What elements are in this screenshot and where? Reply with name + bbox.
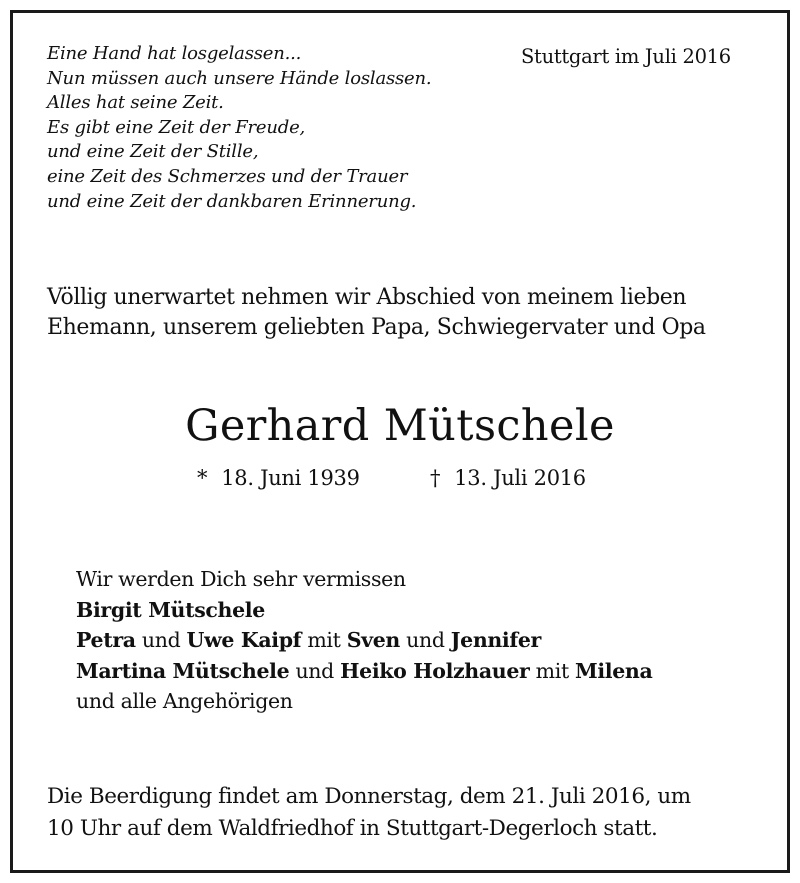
funeral-line: 10 Uhr auf dem Waldfriedhof in Stuttgart-Degerloch statt.: [47, 816, 658, 841]
intro-line: Völlig unerwartet nehmen wir Abschied von meinem lieben: [47, 285, 687, 310]
family-member: Martina Mütschele: [76, 658, 290, 683]
death-date-text: 13. Juli 2016: [454, 466, 586, 490]
family-signatures: [76, 564, 652, 717]
family-line: [76, 625, 652, 656]
family-member: Sven: [346, 628, 400, 652]
family-member: Petra: [76, 628, 136, 652]
family-member: Uwe Kaipf: [186, 628, 302, 652]
connector: und: [406, 628, 445, 652]
poem-line: Eine Hand hat losgelassen...: [47, 43, 302, 64]
funeral-info: [47, 781, 691, 845]
relatives-line: und alle Angehörigen: [76, 689, 293, 713]
deceased-name: Gerhard Mütschele: [185, 401, 615, 451]
connector: und: [295, 658, 334, 683]
funeral-line: Die Beerdigung findet am Donnerstag, dem 21. Juli 2016, um: [47, 784, 691, 809]
poem-line: Nun müssen auch unsere Hände loslassen.: [47, 67, 432, 89]
intro-line: Ehemann, unserem geliebten Papa, Schwiegervater und Opa: [47, 315, 706, 340]
family-member: Milena: [575, 658, 653, 683]
family-member: Jennifer: [450, 628, 541, 652]
connector: mit: [535, 658, 569, 683]
poem-line: und eine Zeit der dankbaren Erinnerung.: [47, 190, 417, 212]
poem: [47, 42, 431, 214]
death-date: [430, 466, 586, 490]
birth-symbol: *: [197, 466, 208, 490]
intro-text: [47, 283, 706, 343]
family-line: [76, 656, 652, 687]
family-member: Heiko Holzhauer: [340, 658, 530, 683]
family-member: Birgit Mütschele: [76, 597, 265, 622]
connector: und: [141, 628, 181, 652]
poem-line: und eine Zeit der Stille,: [47, 141, 259, 163]
miss-line: Wir werden Dich sehr vermissen: [76, 567, 406, 591]
poem-line: eine Zeit des Schmerzes und der Trauer: [47, 165, 408, 187]
poem-line: Es gibt eine Zeit der Freude,: [47, 116, 306, 138]
connector: mit: [307, 628, 341, 652]
birth-date: [197, 466, 360, 490]
death-symbol: †: [430, 466, 441, 490]
birth-date-text: 18. Juni 1939: [221, 466, 360, 490]
place-date: Stuttgart im Juli 2016: [521, 45, 731, 68]
poem-line: Alles hat seine Zeit.: [47, 92, 224, 114]
